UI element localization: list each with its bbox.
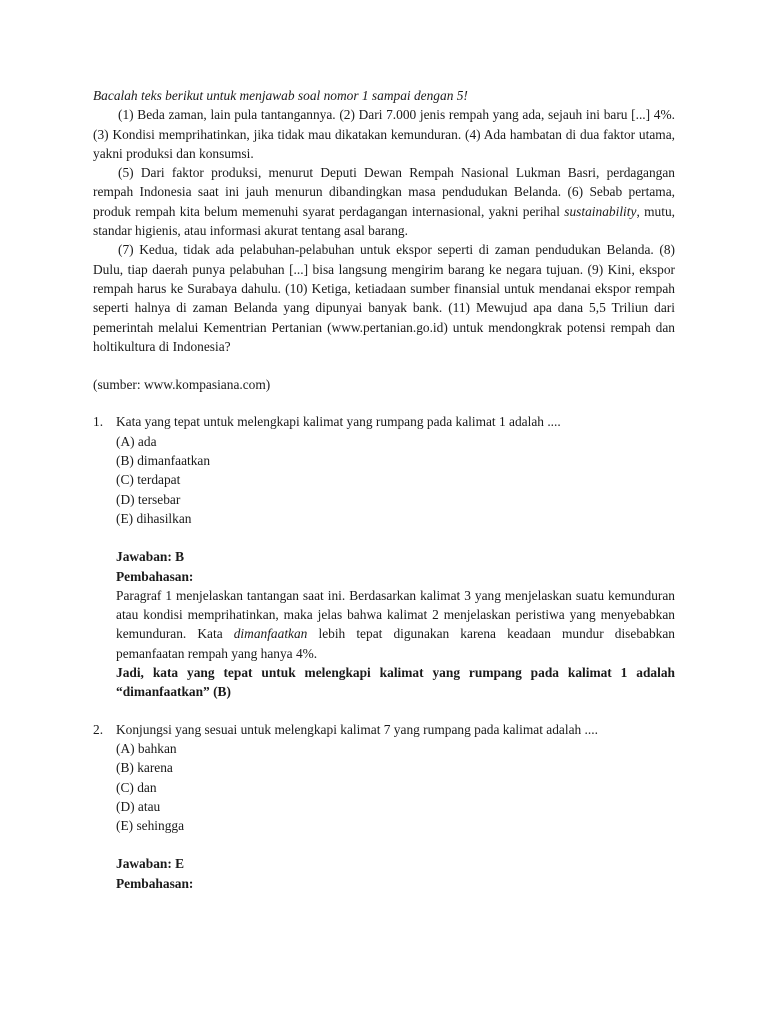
option-d: (D) atau xyxy=(116,798,161,814)
option-list xyxy=(116,432,675,528)
reading-instruction: Bacalah teks berikut untuk menjawab soal nomor 1 sampai dengan 5! xyxy=(93,88,468,103)
question-1 xyxy=(93,412,675,701)
option-b: (B) karena xyxy=(116,760,173,776)
paragraph-2-italic-term: sustainability xyxy=(564,203,637,219)
paragraph-2-text-end: , mutu, standar higienis, atau informasi akurat tentang asal barang. xyxy=(93,203,675,239)
explanation-italic-term: dimanfaatkan xyxy=(233,626,308,642)
explanation-conclusion: Jadi, kata yang tepat untuk melengkapi kalimat yang rumpang pada kalimat 1 adalah “dimanfaatkan” (B) xyxy=(116,665,675,700)
question-text: Kata yang tepat untuk melengkapi kalimat yang rumpang pada kalimat 1 adalah .... xyxy=(116,414,561,430)
answer-key: Jawaban: E xyxy=(116,856,185,872)
option-list xyxy=(116,739,675,835)
option-c: (C) dan xyxy=(116,779,157,795)
option-e: (E) sehingga xyxy=(116,818,185,834)
option-b: (B) dimanfaatkan xyxy=(116,453,211,469)
question-number: 2. xyxy=(93,721,104,737)
explanation-text-start: Paragraf 1 menjelaskan tantangan saat ini. Berdasarkan kalimat 3 yang menjelaskan suatu kemunduran atau kondisi memprihatinkan, maka jelas bahwa kalimat 2 menjelaskan peristiwa yang menyebabkan kemunduran. Kata xyxy=(116,587,675,642)
paragraph-2-text-start: (5) Dari faktor produksi, menurut Deputi Dewan Rempah Nasional Lukman Basri, perdagangan rempah Indonesia saat ini jauh menurun dibandingkan masa pendudukan Belanda. (6) Sebab pertama, produk rempah kita belum memenuhi syarat perdagangan internasional, yakni perihal xyxy=(93,165,675,219)
explanation-text-end: lebih tepat digunakan karena keadaan mundur disebabkan pemanfaatan rempah yang hanya 4%. xyxy=(116,626,675,661)
paragraph-1: (1) Beda zaman, lain pula tantangannya. (2) Dari 7.000 jenis rempah yang ada, sejauh ini baru [...] 4%. (3) Kondisi memprihatinkan, jika tidak mau dikatakan kemunduran. (4) Ada hambatan di dua faktor utama, yakni produksi dan konsumsi. xyxy=(93,107,675,161)
option-a: (A) bahkan xyxy=(116,740,177,756)
source-citation: (sumber: www.kompasiana.com) xyxy=(93,377,271,393)
explanation-text xyxy=(116,586,675,663)
document-content xyxy=(93,86,675,893)
question-2 xyxy=(93,720,675,893)
question-text: Konjungsi yang sesuai untuk melengkapi kalimat 7 yang rumpang pada kalimat adalah .... xyxy=(116,721,598,737)
option-a: (A) ada xyxy=(116,433,157,449)
paragraph-2 xyxy=(93,163,675,240)
question-number: 1. xyxy=(93,414,104,430)
explanation-label: Pembahasan: xyxy=(116,568,194,584)
answer-key: Jawaban: B xyxy=(116,549,185,565)
paragraph-3: (7) Kedua, tidak ada pelabuhan-pelabuhan untuk ekspor seperti di zaman pendudukan Belanda. (8) Dulu, tiap daerah punya pelabuhan [...] bisa langsung mengirim barang ke negara tujuan. (9) Kini, ekspor rempah harus ke Surabaya dahulu. (10) Ketiga, ketiadaan sumber finansial untuk mendanai ekspor rempah seperti halnya di zaman Belanda yang dipunyai banyak bank. (11) Mewujud apa dana 5,5 Triliun dari pemerintah melalui Kementrian Pertanian (www.pertanian.go.id) untuk mendongkrak potensi rempah dan holtikultura di Indonesia? xyxy=(93,242,675,354)
option-e: (E) dihasilkan xyxy=(116,510,192,526)
explanation-label: Pembahasan: xyxy=(116,875,194,891)
option-c: (C) terdapat xyxy=(116,472,181,488)
option-d: (D) tersebar xyxy=(116,491,181,507)
